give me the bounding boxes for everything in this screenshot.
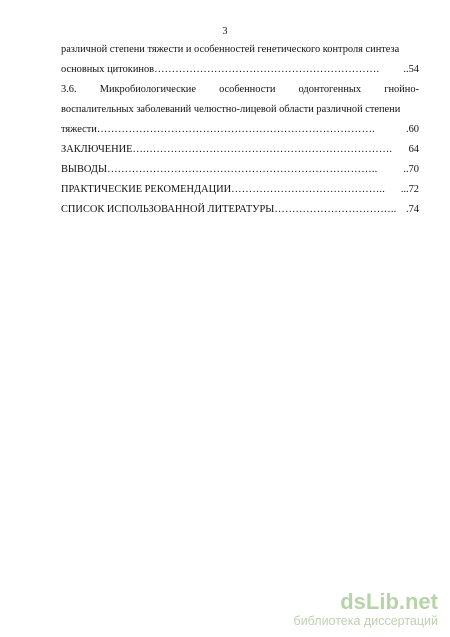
- toc-entry-label: основных цитокинов: [61, 64, 155, 75]
- page-number: 3: [222, 26, 228, 37]
- toc-page-number: ...72: [400, 184, 419, 195]
- toc-page-number: .74: [406, 204, 419, 215]
- toc-leader-dots: …………………………………………………………………….: [96, 124, 375, 135]
- toc-entry-line: воспалительных заболеваний челюстно-лицевой области различной степени: [61, 104, 401, 115]
- toc-entry-findings: [61, 160, 419, 180]
- toc-entry-cytokines: [61, 60, 419, 80]
- toc-entry-label: СПИСОК ИСПОЛЬЗОВАННОЙ ЛИТЕРАТУРЫ: [61, 204, 275, 215]
- toc-leader-dots: ….…………………………………………………………….: [132, 144, 393, 155]
- watermark-logo: dsLib.net: [340, 589, 438, 614]
- toc-word: особенности: [219, 84, 276, 95]
- toc-entry-line: различной степени тяжести и особенностей генетического контроля синтеза: [61, 44, 400, 55]
- toc-entry-severity: [61, 120, 419, 140]
- toc-entry-label: ПРАКТИЧЕСКИЕ РЕКОМЕНДАЦИИ: [61, 184, 232, 195]
- toc-page-number: .60: [406, 124, 419, 135]
- toc-leader-dots: ……………………………………..: [231, 184, 386, 195]
- toc-word: гнойно-: [384, 84, 419, 95]
- toc-word: одонтогенных: [298, 84, 362, 95]
- watermark-tagline: библиотека диссертаций: [293, 614, 438, 628]
- toc-word: Микробиологические: [99, 84, 196, 95]
- toc-entry-bibliography: [61, 200, 419, 220]
- toc-entry-conclusion: [61, 140, 419, 160]
- toc-entry-label: ВЫВОДЫ: [61, 164, 108, 175]
- toc-entry-recommendations: [61, 180, 419, 200]
- toc-leader-dots: ……………………………..: [274, 204, 397, 215]
- table-of-contents: [61, 40, 419, 220]
- toc-page-number: 64: [408, 144, 419, 155]
- toc-section-number: 3.6.: [61, 84, 77, 95]
- toc-entry-label: тяжести: [61, 124, 97, 135]
- toc-page-number: ..70: [403, 164, 419, 175]
- toc-page-number: ..54: [403, 64, 419, 75]
- toc-entry-heading-3-6: [61, 80, 419, 100]
- toc-leader-dots: …………………………………………………………………..: [107, 164, 378, 175]
- toc-leader-dots: ……………………………………………………….: [154, 64, 380, 75]
- toc-entry-label: ЗАКЛЮЧЕНИЕ: [61, 144, 133, 155]
- watermark: [294, 591, 438, 629]
